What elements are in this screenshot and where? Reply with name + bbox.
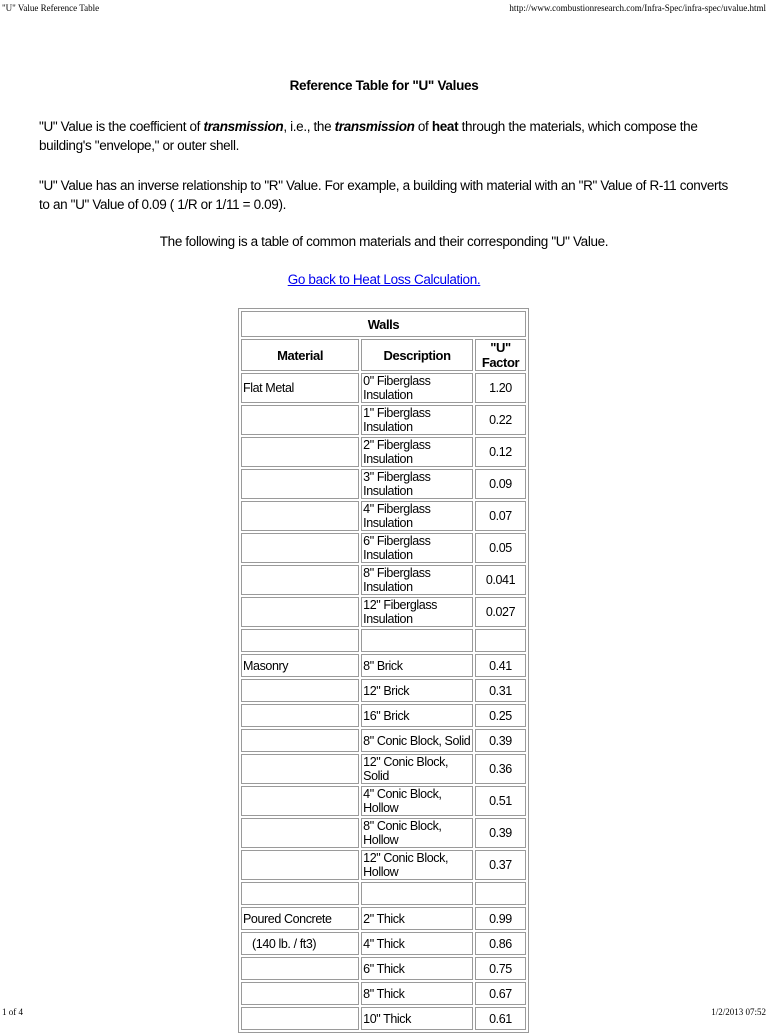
cell-material <box>241 818 359 848</box>
cell-u-factor: 0.22 <box>475 405 526 435</box>
cell-description: 12" Brick <box>361 679 473 702</box>
cell-material <box>241 786 359 816</box>
cell-u-factor: 0.75 <box>475 957 526 980</box>
table-row <box>241 629 526 652</box>
cell-description: 8" Thick <box>361 982 473 1005</box>
print-header-title: "U" Value Reference Table <box>2 3 100 13</box>
table-row <box>241 704 526 727</box>
cell-u-factor: 0.09 <box>475 469 526 499</box>
cell-u-factor: 0.31 <box>475 679 526 702</box>
cell-material: Flat Metal <box>241 373 359 403</box>
table-row <box>241 932 526 955</box>
print-footer-datetime: 1/2/2013 07:52 <box>711 1007 766 1017</box>
para1-text-c: of <box>414 119 432 134</box>
cell-description: 8" Conic Block, Hollow <box>361 818 473 848</box>
cell-u-factor: 0.25 <box>475 704 526 727</box>
cell-u-factor: 1.20 <box>475 373 526 403</box>
cell-description: 8" Brick <box>361 654 473 677</box>
cell-description: 3" Fiberglass Insulation <box>361 469 473 499</box>
cell-material: (140 lb. / ft3) <box>241 932 359 955</box>
cell-material <box>241 469 359 499</box>
cell-description: 12" Fiberglass Insulation <box>361 597 473 627</box>
table-row <box>241 565 526 595</box>
cell-material <box>241 882 359 905</box>
para1-text-d: through the materials, which compose the building's "envelope," or outer shell. <box>39 119 698 153</box>
print-header-url: http://www.combustionresearch.com/Infra-Spec/infra-spec/uvalue.html <box>509 3 766 13</box>
table-row <box>241 786 526 816</box>
cell-material <box>241 629 359 652</box>
column-header-description: Description <box>361 339 473 371</box>
cell-material <box>241 597 359 627</box>
cell-material <box>241 704 359 727</box>
cell-material <box>241 850 359 880</box>
para1-bold-heat: heat <box>431 119 459 134</box>
cell-material <box>241 501 359 531</box>
table-row <box>241 533 526 563</box>
r-value-relationship: "U" Value has an inverse relationship to "R" Value. For example, a building with material with an "R" Value of R-11 converts to an "U" Value of 0.09 ( 1/R or 1/11 = 0.09). <box>39 178 728 212</box>
cell-u-factor: 0.67 <box>475 982 526 1005</box>
table-row <box>241 1007 526 1030</box>
para1-text-b: , i.e., the <box>283 119 335 134</box>
table-row <box>241 405 526 435</box>
table-row <box>241 679 526 702</box>
cell-u-factor: 0.61 <box>475 1007 526 1030</box>
cell-u-factor: 0.99 <box>475 907 526 930</box>
cell-u-factor: 0.39 <box>475 818 526 848</box>
table-row <box>241 818 526 848</box>
table-row <box>241 850 526 880</box>
cell-material <box>241 405 359 435</box>
para1-text-a: "U" Value is the coefficient of <box>39 119 204 134</box>
cell-u-factor: 0.41 <box>475 654 526 677</box>
u-value-definition <box>39 117 729 155</box>
cell-description <box>361 882 473 905</box>
cell-u-factor: 0.51 <box>475 786 526 816</box>
cell-material <box>241 754 359 784</box>
cell-description: 12" Conic Block, Solid <box>361 754 473 784</box>
cell-material: Masonry <box>241 654 359 677</box>
table-row <box>241 654 526 677</box>
cell-description: 4" Conic Block, Hollow <box>361 786 473 816</box>
print-footer-page: 1 of 4 <box>2 1007 23 1017</box>
cell-material <box>241 957 359 980</box>
table-intro: The following is a table of common materials and their corresponding "U" Value. <box>159 234 609 249</box>
cell-description <box>361 629 473 652</box>
cell-description: 6" Thick <box>361 957 473 980</box>
cell-u-factor: 0.39 <box>475 729 526 752</box>
cell-description: 8" Conic Block, Solid <box>361 729 473 752</box>
column-header-material: Material <box>241 339 359 371</box>
cell-u-factor <box>475 882 526 905</box>
table-section-title: Walls <box>241 311 526 337</box>
table-row <box>241 907 526 930</box>
cell-material: Poured Concrete <box>241 907 359 930</box>
cell-description: 2" Fiberglass Insulation <box>361 437 473 467</box>
table-row <box>241 729 526 752</box>
cell-material <box>241 1007 359 1030</box>
cell-description: 6" Fiberglass Insulation <box>361 533 473 563</box>
table-row <box>241 957 526 980</box>
cell-description: 8" Fiberglass Insulation <box>361 565 473 595</box>
cell-material <box>241 565 359 595</box>
cell-description: 0" Fiberglass Insulation <box>361 373 473 403</box>
cell-description: 10" Thick <box>361 1007 473 1030</box>
back-link-line <box>0 272 768 287</box>
cell-u-factor: 0.86 <box>475 932 526 955</box>
cell-u-factor: 0.37 <box>475 850 526 880</box>
cell-u-factor: 0.36 <box>475 754 526 784</box>
cell-u-factor: 0.07 <box>475 501 526 531</box>
para1-emphasis-1: transmission <box>203 119 284 134</box>
table-row <box>241 373 526 403</box>
back-to-heat-loss-link[interactable]: Go back to Heat Loss Calculation. <box>287 272 481 287</box>
cell-u-factor: 0.05 <box>475 533 526 563</box>
page-title: Reference Table for "U" Values <box>289 78 479 93</box>
cell-u-factor: 0.041 <box>475 565 526 595</box>
table-row <box>241 882 526 905</box>
cell-material <box>241 533 359 563</box>
cell-description: 4" Fiberglass Insulation <box>361 501 473 531</box>
cell-material <box>241 982 359 1005</box>
table-row <box>241 982 526 1005</box>
cell-u-factor <box>475 629 526 652</box>
cell-description: 1" Fiberglass Insulation <box>361 405 473 435</box>
table-row <box>241 437 526 467</box>
para1-emphasis-2: transmission <box>334 119 415 134</box>
u-value-table <box>238 308 529 1033</box>
table-body <box>241 373 526 1030</box>
cell-material <box>241 729 359 752</box>
cell-material <box>241 679 359 702</box>
cell-u-factor: 0.027 <box>475 597 526 627</box>
column-header-u-factor: "U" Factor <box>475 339 526 371</box>
table-row <box>241 754 526 784</box>
cell-description: 2" Thick <box>361 907 473 930</box>
cell-description: 16" Brick <box>361 704 473 727</box>
table-row <box>241 469 526 499</box>
cell-description: 12" Conic Block, Hollow <box>361 850 473 880</box>
cell-material <box>241 437 359 467</box>
cell-u-factor: 0.12 <box>475 437 526 467</box>
cell-description: 4" Thick <box>361 932 473 955</box>
table-row <box>241 597 526 627</box>
table-row <box>241 501 526 531</box>
